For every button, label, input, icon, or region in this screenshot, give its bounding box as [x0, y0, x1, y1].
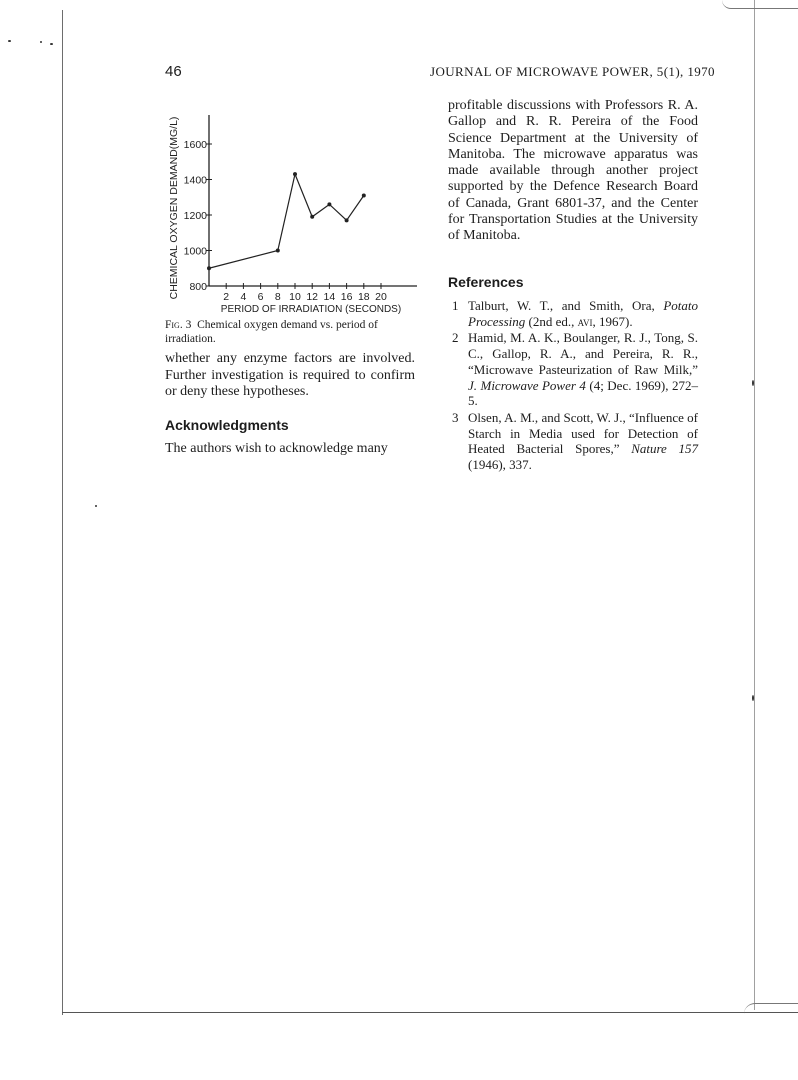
x-tick-label: 16: [340, 291, 353, 303]
x-tick-label: 4: [240, 291, 247, 303]
data-point: [362, 193, 366, 197]
acknowledgments-continuation: profitable discussions with Professors R. A. Gallop and R. R. Pereira of the Food Science Department at the University of Manitoba. The microwave apparatus was made available through another project supported by the Defence Research Board of Canada, Grant 6801-37, and the Center for Transportation Studies at the University of Manitoba.: [448, 98, 698, 244]
reference-number: 1: [452, 298, 459, 313]
y-tick-label: 800: [189, 281, 207, 293]
reference-title: Potato Processing: [468, 298, 698, 329]
running-head: JOURNAL OF MICROWAVE POWER, 5(1), 1970: [430, 64, 715, 79]
x-tick-label: 2: [223, 291, 230, 303]
reference-authors: Hamid, M. A. K., Boulanger, R. J., Tong, S. C., Gallop, R. A., and Pereira, R. R., “Microwave Pasteurization of Raw Milk,”: [468, 330, 698, 377]
y-tick-label: 1200: [183, 210, 207, 222]
data-point: [207, 266, 211, 270]
acknowledgments-heading: Acknowledgments: [165, 417, 289, 433]
data-point: [276, 249, 280, 253]
data-point: [345, 218, 349, 222]
cod-series-line: [209, 174, 364, 268]
left-column-continuation: [165, 351, 415, 401]
y-tick-label: 1000: [183, 245, 207, 258]
reference-authors: Olsen, A. M., and Scott, W. J., “Influence of Starch in Media used for Detection of Heated Bacterial Spores,”: [468, 409, 698, 457]
x-tick-label: 8: [274, 291, 281, 303]
reference-item: [448, 410, 698, 473]
scan-speck: [8, 40, 11, 42]
y-axis-title: CHEMICAL OXYGEN DEMAND(MG/L): [168, 116, 180, 300]
y-tick-label: 1400: [183, 174, 207, 187]
reference-item: [448, 330, 698, 409]
reference-authors: Talburt, W. T., and Smith, Ora,: [468, 298, 664, 313]
x-tick-label: 12: [306, 291, 319, 303]
scan-speck: [95, 505, 97, 507]
scan-bottom-edge: [62, 1012, 798, 1013]
reference-journal: J. Microwave Power 4: [468, 377, 586, 393]
figure-3: [165, 110, 420, 320]
data-point: [310, 215, 314, 219]
reference-edition: (2nd ed.,: [525, 313, 578, 329]
x-tick-label: 20: [375, 291, 387, 303]
x-tick-label: 18: [357, 291, 370, 303]
page-number: 46: [165, 63, 182, 80]
body-paragraph: whether any enzyme factors are involved. Further investigation is required to confirm or deny these hypotheses.: [165, 351, 415, 399]
figure-caption: [165, 318, 417, 346]
data-point: [327, 202, 331, 206]
figure-number: Fig. 3: [165, 319, 192, 331]
figure-caption-text: Chemical oxygen demand vs. period of irradiation.: [165, 319, 378, 345]
reference-pages: (4; Dec. 1969), 272–5.: [468, 377, 698, 409]
x-tick-label: 10: [289, 291, 301, 303]
scan-speck: [752, 380, 754, 386]
scan-speck: [752, 695, 754, 701]
y-tick-label: 1600: [183, 139, 207, 151]
x-tick-label: 14: [323, 291, 336, 303]
scan-corner-bottom-right: [744, 1003, 798, 1014]
scan-left-edge: [62, 10, 63, 1015]
scan-speck: [50, 43, 53, 45]
scan-speck: [40, 41, 42, 43]
reference-publisher: avi: [577, 313, 593, 329]
acknowledgments-text: The authors wish to acknowledge many: [165, 441, 388, 456]
reference-journal: Nature 157: [631, 441, 698, 457]
reference-item: [448, 298, 698, 329]
scan-corner-top-right: [722, 0, 798, 9]
reference-number: 2: [452, 330, 459, 346]
scan-right-edge: [754, 0, 755, 1010]
reference-number: 3: [452, 409, 459, 425]
data-point: [293, 172, 297, 176]
cod-chart: [165, 110, 420, 320]
x-tick-label: 6: [257, 291, 264, 303]
x-axis-title: PERIOD OF IRRADIATION (SECONDS): [220, 304, 402, 315]
reference-year: , 1967).: [592, 313, 633, 329]
references-list: [448, 298, 698, 474]
references-heading: References: [448, 274, 524, 290]
reference-pages: (1946), 337.: [468, 457, 532, 473]
